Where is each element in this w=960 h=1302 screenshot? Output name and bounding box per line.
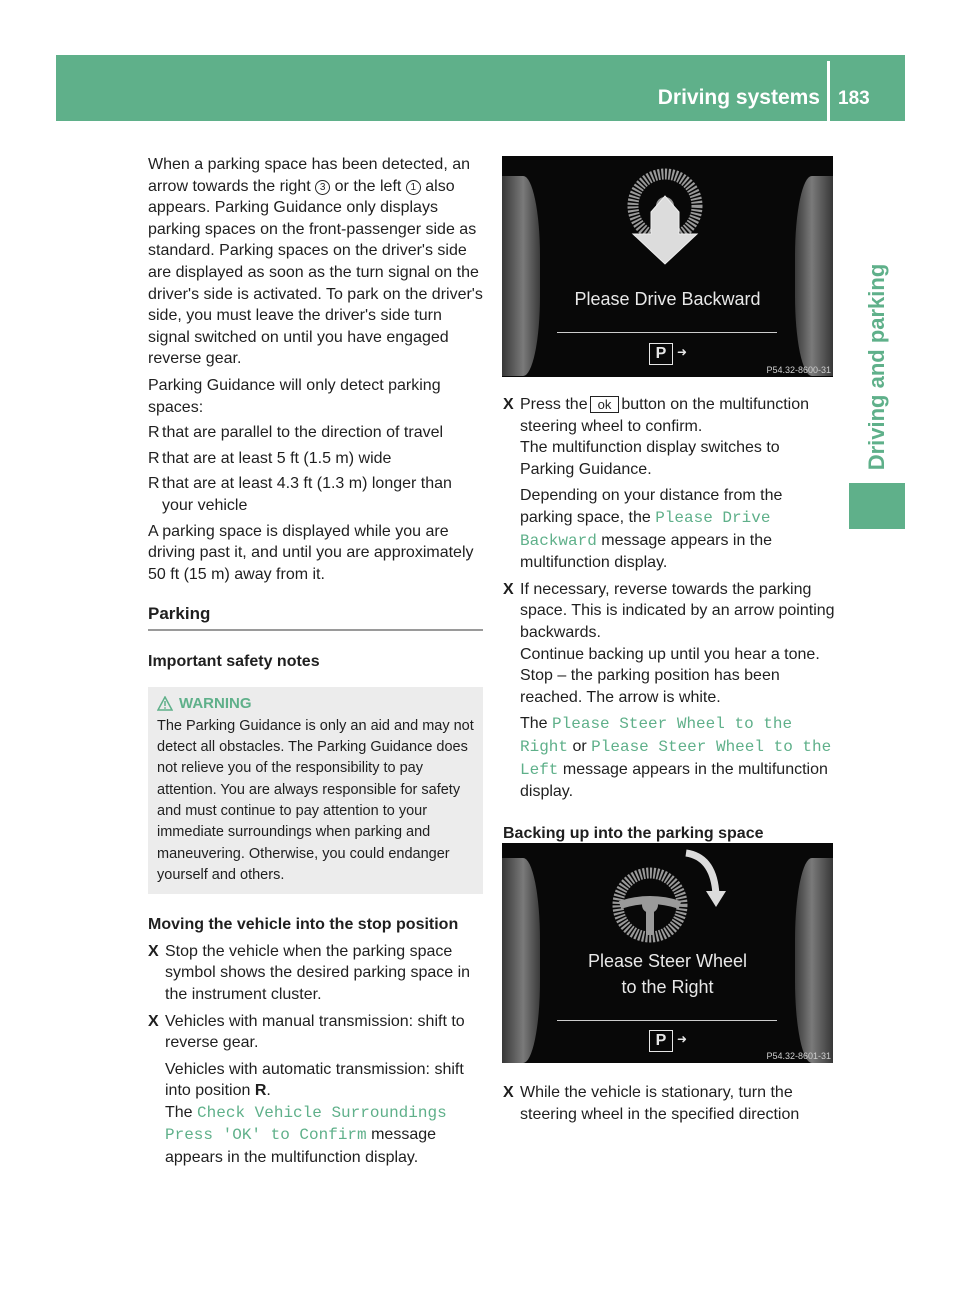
stop-position-heading: Moving the vehicle into the stop position (148, 916, 459, 934)
gauge-left (502, 176, 540, 376)
message-check-surroundings: Check Vehicle Surroundings Press 'OK' to Confirm (165, 1103, 447, 1145)
intro-paragraph: When a parking space has been detected, an arrow towards the right 3 or the left 1 also appears. Parking Guidance only displays parking spaces on the front-passenger side as standard. Parking spaces on the driver's side are displayed as soon as the turn signal on the driver's side is activated. To park on the driver's side, you must leave the driver's side turn signal switched on until you have engaged reverse gear. (148, 156, 483, 368)
steering-wheel-turn-right-icon (602, 847, 742, 947)
section-heading-parking: Parking (148, 604, 211, 624)
list-item: R that are parallel to the direction of travel (148, 424, 444, 442)
gauge-right (795, 176, 833, 376)
figure1-code: P54.32-8600-31 (766, 365, 831, 375)
side-tab-label: Driving and parking (864, 263, 889, 471)
section-rule (148, 629, 483, 631)
page-number: 183 (838, 88, 870, 109)
warning-title: WARNING (179, 695, 252, 713)
step-steer-message: The Please Steer Wheel to the Right or Please Steer Wheel to the Left message appears in the multifunction display. (520, 715, 832, 801)
marker-1-icon: 1 (406, 180, 421, 195)
figure2-divider (557, 1020, 777, 1021)
message-steer-left: Please Steer Wheel to the Left (520, 737, 832, 779)
parking-arrow-icon: ➜ (677, 345, 688, 359)
step-continue-backing: Continue backing up until you hear a tone. Stop – the parking position has been reached. The arrow is white. (520, 645, 820, 706)
figure1-message: Please Drive Backward (574, 289, 761, 309)
marker-3-icon: 3 (315, 180, 330, 195)
list-item: R that are at least 4.3 ft (1.3 m) longer than your vehicle (148, 475, 452, 514)
figure2-code: P54.32-8601-31 (766, 1051, 831, 1061)
step-stop-vehicle: X Stop the vehicle when the parking space symbol shows the desired parking space in the instrument cluster. (148, 942, 471, 1003)
detect-intro: Parking Guidance will only detect parking spaces: (148, 376, 441, 416)
left-column (148, 154, 483, 1169)
parking-symbol-icon: P (649, 1030, 673, 1052)
step-reverse-gear: X Vehicles with manual transmission: shift to reverse gear. (148, 1012, 465, 1052)
step-result: The multifunction display switches to Parking Guidance. (520, 439, 780, 478)
step-depending: Depending on your distance from the parking space, the Please Drive Backward message appears in the multifunction display. (520, 487, 783, 572)
message-drive-backward: Please Drive Backward (520, 508, 771, 550)
ok-key-icon: ok (590, 396, 620, 413)
step-automatic: Vehicles with automatic transmission: shift into position R. The Check Vehicle Surroundings Press 'OK' to Confirm message appears in the multifunction display. (165, 1060, 464, 1167)
final-step-block (503, 1077, 838, 1125)
step-press-ok: X Press the ok button on the multifunction steering wheel to confirm. (503, 396, 810, 435)
safety-heading: Important safety notes (148, 652, 320, 670)
parking-arrow-icon: ➜ (677, 1032, 688, 1046)
warning-box (148, 687, 483, 894)
right-column (503, 389, 838, 844)
header-separator (827, 61, 830, 121)
side-tab-marker (849, 483, 905, 529)
figure2-message-line1: Please Steer Wheel (587, 951, 748, 971)
step-reverse-towards: X If necessary, reverse towards the parking space. This is indicated by an arrow pointing backwards. (503, 580, 835, 641)
parking-symbol-icon: P (649, 343, 673, 365)
warning-text: The Parking Guidance is only an aid and may not detect all obstacles. The Parking Guidance does not relieve you of the responsibility to pay attention. You are always responsible for safety and must continue to pay attention to your immediate surroundings when parking and maneuvering. Otherwise, you could endanger yourself and others. (157, 717, 474, 883)
list-item: R that are at least 5 ft (1.5 m) wide (148, 449, 392, 467)
backing-up-heading: Backing up into the parking space (503, 824, 764, 842)
figure2-message-line2: to the Right (621, 977, 714, 997)
step-turn-wheel: X While the vehicle is stationary, turn the steering wheel in the specified direction (503, 1084, 800, 1123)
instrument-cluster-figure-2 (502, 843, 833, 1063)
figure1-divider (557, 332, 777, 333)
section-title: Driving systems (657, 86, 820, 109)
instrument-cluster-figure-1 (502, 156, 833, 377)
warning-triangle-icon (157, 696, 173, 711)
display-paragraph: A parking space is displayed while you are driving past it, and until you are approximately 50 ft (15 m) away from it. (148, 522, 474, 583)
message-steer-right: Please Steer Wheel to the Right (520, 715, 793, 756)
steering-wheel-backward-icon (615, 168, 715, 273)
